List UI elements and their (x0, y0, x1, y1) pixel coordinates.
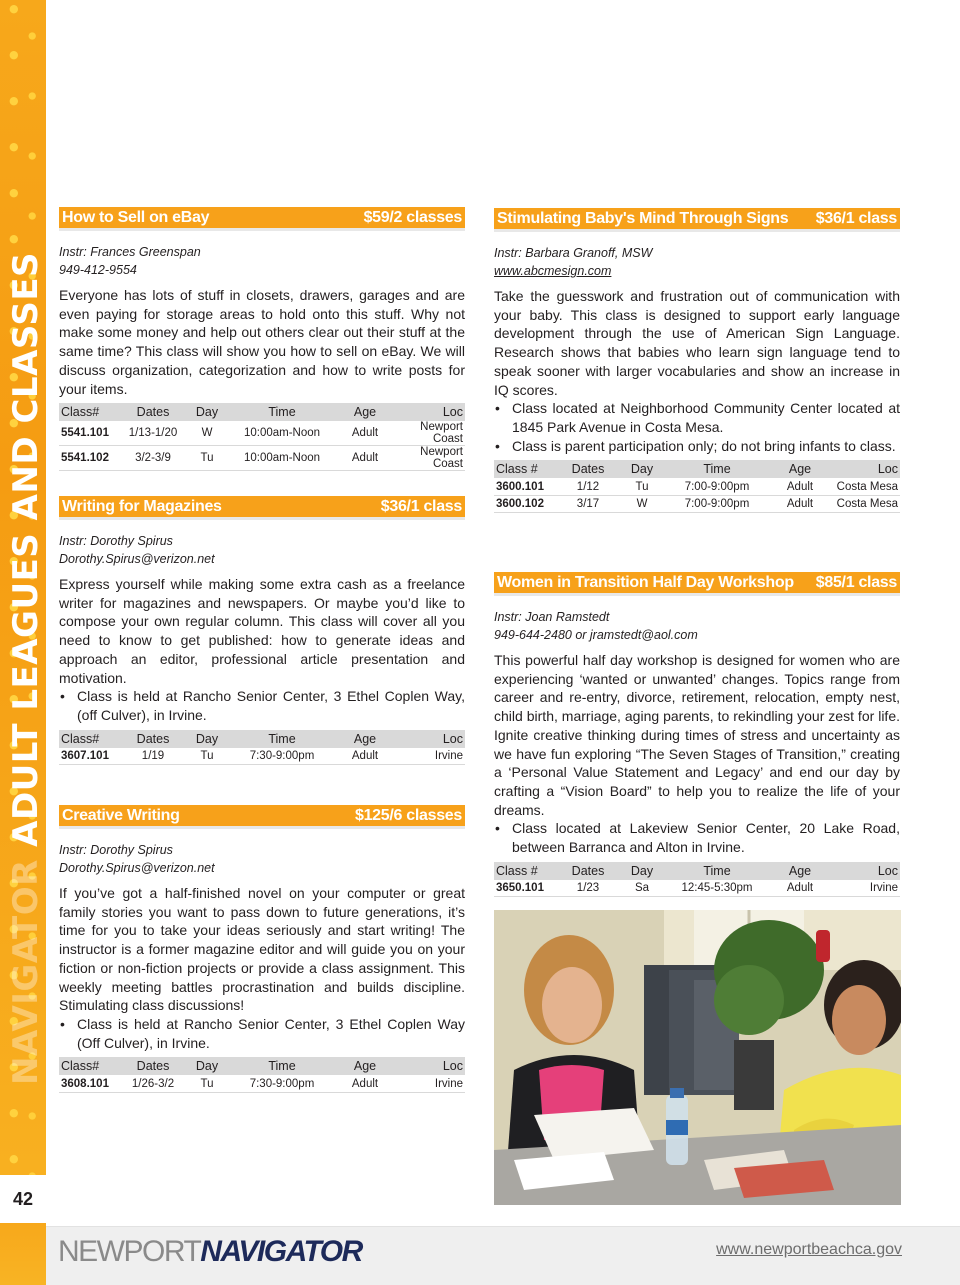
cell-age: Adult (786, 480, 814, 493)
col-header-time: Time (703, 863, 731, 878)
cell-dates: 3/17 (576, 497, 600, 510)
instructor-website-link[interactable]: www.abcmesign.com (494, 264, 612, 278)
instructor-info (494, 608, 900, 644)
col-header-loc: Loc (442, 405, 463, 420)
cell-time: 7:00-9:00pm (684, 497, 750, 510)
cell-age: Adult (786, 497, 814, 510)
class-header (59, 805, 465, 829)
section-title-vertical (6, 252, 46, 1085)
instructor-name: Instr: Frances Greenspan (59, 245, 201, 259)
table-row (59, 421, 465, 446)
col-header-loc: Loc (442, 1059, 463, 1074)
col-header-dates: Dates (571, 462, 605, 477)
website-link[interactable]: www.newportbeachca.gov (716, 1241, 902, 1258)
workshop-photo (494, 910, 901, 1205)
col-header-class: Class# (61, 405, 100, 420)
class-title: Stimulating Baby's Mind Through Signs (497, 209, 789, 227)
cell-class: 3607.101 (61, 749, 109, 762)
instructor-contact: 949-412-9554 (59, 263, 137, 277)
col-header-day: Day (630, 462, 654, 477)
col-header-age: Age (353, 405, 377, 420)
col-header-day: Day (195, 1059, 219, 1074)
logo-navigator: NAVIGATOR (200, 1235, 362, 1268)
cell-age: Adult (351, 1077, 379, 1090)
table-row (494, 478, 900, 495)
cell-age: Adult (786, 881, 814, 894)
col-header-age: Age (353, 731, 377, 746)
class-description: This powerful half day workshop is designed for women who are experiencing ‘wanted or unwanted’ changes. Topics range from career and re-entry, divorce, retirement, relocation, empty nest, child birth, marriage, aging parents, to rekindling your zest for life. Ignite creative thinking during times of stress and uncertainty as we have fun exploring “The Seven Stages of Transition,” creating a ‘Personal Value Statement and Legacy’ and end our day by crafting a “Vision Board” to help you to realize the life of your dreams. (494, 652, 900, 818)
list-item: • Class is held at Rancho Senior Center, 3 Ethel Coplen Way, (off Culver), in Irvine. (59, 687, 465, 724)
col-header-dates: Dates (136, 1059, 170, 1074)
cell-time: 7:30-9:00pm (249, 749, 315, 762)
class-price: $59/2 classes (363, 208, 462, 226)
instructor-name: Instr: Dorothy Spirus (59, 843, 173, 857)
list-item: • Class located at Lakeview Senior Center, 20 Lake Road, between Barranca and Alton in Irvine. (494, 819, 900, 856)
class-title: How to Sell on eBay (62, 208, 210, 226)
col-header-loc: Loc (877, 462, 898, 477)
class-writing-for-magazines (59, 496, 465, 765)
cell-class: 3608.101 (61, 1077, 109, 1090)
class-header (59, 207, 465, 231)
class-how-to-sell-on-ebay (59, 207, 465, 471)
cell-loc: Irvine (434, 749, 463, 762)
instructor-name: Instr: Barbara Granoff, MSW (494, 246, 653, 260)
cell-dates: 1/12 (576, 480, 600, 493)
side-navigator-text: NAVIGATOR (6, 859, 46, 1085)
page-footer (46, 1226, 960, 1285)
side-strip-bottom (0, 1223, 46, 1285)
schedule-table (59, 730, 465, 766)
col-header-time: Time (268, 731, 296, 746)
cell-loc: Costa Mesa (836, 480, 898, 493)
col-header-day: Day (630, 863, 654, 878)
cell-age: Adult (351, 452, 379, 465)
cell-day: W (636, 497, 648, 510)
class-notes (494, 819, 900, 856)
cell-class: 5541.102 (61, 452, 109, 465)
instructor-contact: Dorothy.Spirus@verizon.net (59, 861, 215, 875)
cell-class: 5541.101 (61, 427, 109, 440)
col-header-age: Age (788, 863, 812, 878)
cell-day: Tu (635, 480, 649, 493)
class-header (494, 572, 900, 596)
cell-dates: 1/26-3/2 (131, 1077, 175, 1090)
col-header-class: Class # (496, 863, 538, 878)
col-header-time: Time (703, 462, 731, 477)
class-title: Creative Writing (62, 806, 180, 824)
schedule-header-row (494, 460, 900, 478)
col-header-day: Day (195, 405, 219, 420)
instructor-name: Instr: Dorothy Spirus (59, 534, 173, 548)
cell-day: Sa (634, 881, 650, 894)
newport-navigator-logo (58, 1235, 362, 1269)
cell-dates: 1/23 (576, 881, 600, 894)
instructor-info (59, 841, 465, 877)
schedule-table (494, 862, 900, 898)
schedule-header-row (59, 403, 465, 421)
class-price: $36/1 class (815, 209, 897, 227)
cell-dates: 1/13-1/20 (128, 427, 178, 440)
col-header-class: Class # (496, 462, 538, 477)
cell-day: Tu (200, 1077, 214, 1090)
cell-loc: Newport Coast (420, 446, 463, 471)
table-row (59, 748, 465, 765)
cell-time: 7:00-9:00pm (684, 480, 750, 493)
class-notes (494, 399, 900, 455)
schedule-header-row (59, 730, 465, 748)
instructor-info (494, 244, 900, 280)
table-row (494, 495, 900, 512)
cell-loc: Irvine (869, 881, 898, 894)
col-header-day: Day (195, 731, 219, 746)
cell-dates: 3/2-3/9 (135, 452, 171, 465)
class-stimulating-babys-mind (494, 208, 900, 513)
list-item: • Class located at Neighborhood Community Center located at 1845 Park Avenue in Costa Mesa. (494, 399, 900, 436)
col-header-age: Age (353, 1059, 377, 1074)
cell-time: 10:00am-Noon (243, 452, 321, 465)
col-header-loc: Loc (877, 863, 898, 878)
side-strip (0, 0, 46, 1175)
cell-loc: Newport Coast (420, 421, 463, 446)
cell-day: Tu (200, 452, 214, 465)
cell-age: Adult (351, 427, 379, 440)
instructor-contact: Dorothy.Spirus@verizon.net (59, 552, 215, 566)
cell-time: 12:45-5:30pm (681, 881, 753, 894)
cell-dates: 1/19 (141, 749, 165, 762)
cell-day: Tu (200, 749, 214, 762)
col-header-age: Age (788, 462, 812, 477)
cell-time: 7:30-9:00pm (249, 1077, 315, 1090)
list-item: • Class is held at Rancho Senior Center, 3 Ethel Coplen Way (Off Culver), in Irvine. (59, 1015, 465, 1052)
cell-day: W (201, 427, 213, 440)
class-description: If you’ve got a half-finished novel on your computer or great family stories you want to pass down to future generations, it’s time for you to take your ideas seriously and start writing! The instructor is a former magazine editor and will guide you on your fiction or non-fiction projects or provide a class assignment. This weekly meeting battles procrastination and builds discipline. Stimulating class discussions! (59, 885, 465, 1014)
class-notes (59, 687, 465, 724)
col-header-time: Time (268, 1059, 296, 1074)
instructor-contact: 949-644-2480 or jramstedt@aol.com (494, 628, 698, 642)
class-notes (59, 1015, 465, 1052)
schedule-table (59, 1057, 465, 1093)
cell-class: 3600.101 (496, 480, 544, 493)
class-description: Express yourself while making some extra cash as a freelance writer for magazines and newspapers. Or maybe you’d like to compose your own regular column. This class will cover all you need to know to get published: how to generate ideas and approach an editor, professional article presentation and motivation. (59, 576, 465, 686)
cell-age: Adult (351, 749, 379, 762)
cell-loc: Irvine (434, 1077, 463, 1090)
col-header-loc: Loc (442, 731, 463, 746)
class-title: Writing for Magazines (62, 497, 222, 515)
instructor-info (59, 243, 465, 279)
schedule-table (494, 460, 900, 513)
list-item: • Class is parent participation only; do not bring infants to class. (494, 437, 900, 456)
cell-class: 3600.102 (496, 497, 544, 510)
table-row (59, 446, 465, 471)
workshop-photo-illustration (494, 910, 901, 1205)
class-price: $125/6 classes (354, 806, 462, 824)
col-header-class: Class# (61, 731, 100, 746)
col-header-dates: Dates (571, 863, 605, 878)
cell-class: 3650.101 (496, 881, 544, 894)
col-header-dates: Dates (136, 405, 170, 420)
table-row (494, 880, 900, 897)
class-header (494, 208, 900, 232)
cell-loc: Costa Mesa (836, 497, 898, 510)
col-header-class: Class# (61, 1059, 100, 1074)
schedule-header-row (59, 1057, 465, 1075)
cell-time: 10:00am-Noon (243, 427, 321, 440)
page-number: 42 (0, 1175, 46, 1223)
instructor-name: Instr: Joan Ramstedt (494, 610, 610, 624)
col-header-time: Time (268, 405, 296, 420)
class-header (59, 496, 465, 520)
class-women-in-transition (494, 572, 900, 897)
class-price: $85/1 class (815, 573, 897, 591)
class-creative-writing (59, 805, 465, 1093)
class-description: Take the guesswork and frustration out of communication with your baby. This class is designed to support early language development through the use of American Sign Language. Research shows that babies who learn sign language tend to speak sooner with larger vocabularies and show an increase in IQ scores. (494, 288, 900, 398)
side-section-text: ADULT LEAGUES AND CLASSES (6, 251, 46, 847)
schedule-table (59, 403, 465, 471)
logo-newport: NEWPORT (58, 1235, 201, 1268)
class-description: Everyone has lots of stuff in closets, drawers, garages and are even paying for storage areas to hold onto this stuff. Why not make some money and help out others clear out their stuff at the same time? This class will show you how to sell on eBay. We will discuss organization, categorization and how to write posts for your items. (59, 287, 465, 397)
col-header-dates: Dates (136, 731, 170, 746)
class-title: Women in Transition Half Day Workshop (497, 573, 794, 591)
instructor-info (59, 532, 465, 568)
class-price: $36/1 class (380, 497, 462, 515)
schedule-header-row (494, 862, 900, 880)
table-row (59, 1075, 465, 1092)
